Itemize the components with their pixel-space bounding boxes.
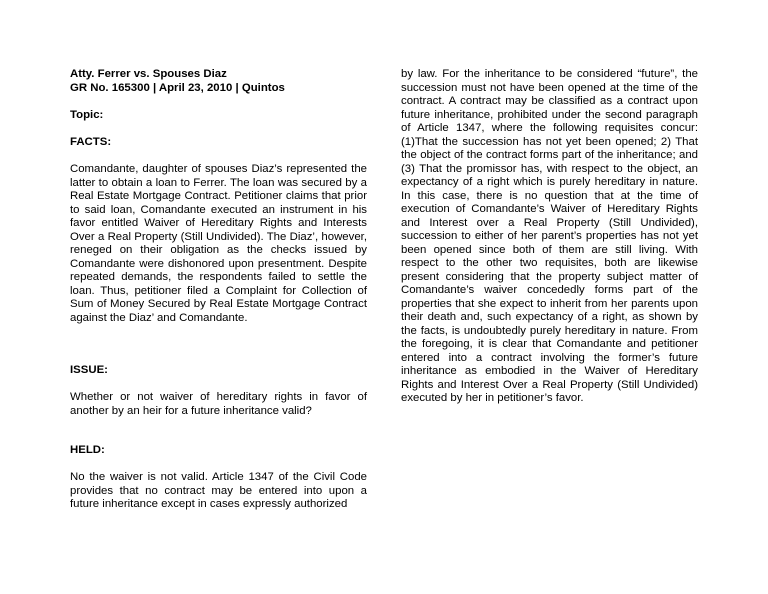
case-citation: GR No. 165300 | April 23, 2010 | Quintos (70, 82, 285, 94)
held-paragraph-continued: by law. For the inheritance to be considered “future”, the succession must not have been opened at the time of the contract. A contract may be classified as a contract upon future inheritance, prohibited under the second paragraph of Article 1347, where the following requisites concur: (1)That the succession has not yet been opened; 2) That the object of the contract forms part of the inheritance; and (3) That the promissor has, with respect to the object, an expectancy of a right which is purely hereditary in nature. In this case, there is no question that at the time of execution of Comandante’s Waiver of Hereditary Rights and Interest over a Real Property (Still Undivided), succession to either of her parent’s properties has not yet been opened since both of them are still living. With respect to the other two requisites, both are likewise present considering that the property subject matter of Comandante’s waiver concededly forms part of the properties that she expect to inherit from her parents upon their death and, such expectancy of a right, as shown by the facts, is undoubtedly purely hereditary in nature. From the foregoing, it is clear that Comandante and petitioner entered into a contract involving the former’s future inheritance as embodied in the Waiver of Hereditary Rights and Interest Over a Real Property (Still Undivided) executed by her in petitioner’s favor. (401, 68, 698, 404)
facts-paragraph: Comandante, daughter of spouses Diaz’s represented the latter to obtain a loan to Ferrer. The loan was secured by a Real Estate Mortgage Contract. Petitioner claims that prior to said loan, Comandante executed an instrument in his favor entitled Waiver of Hereditary Rights and Interests Over a Real Property (Still Undivided). The Diaz’, however, reneged on their obligation as the checks issued by Comandante were dishonored upon presentment. Despite repeated demands, the respondents failed to settle the loan. Thus, petitioner filed a Complaint for Collection of Sum of Money Secured by Real Estate Mortgage Contract against the Diaz’ and Comandante. (70, 163, 367, 324)
topic-label: Topic: (70, 109, 104, 121)
facts-heading: FACTS: (70, 136, 112, 148)
case-title: Atty. Ferrer vs. Spouses Diaz (70, 68, 227, 80)
held-heading: HELD: (70, 444, 105, 456)
issue-heading: ISSUE: (70, 364, 108, 376)
held-paragraph-start: No the waiver is not valid. Article 1347 of the Civil Code provides that no contract may be entered into upon a future inheritance except in cases expressly authorized (70, 471, 367, 510)
issue-paragraph: Whether or not waiver of hereditary rights in favor of another by an heir for a future inheritance valid? (70, 391, 367, 417)
